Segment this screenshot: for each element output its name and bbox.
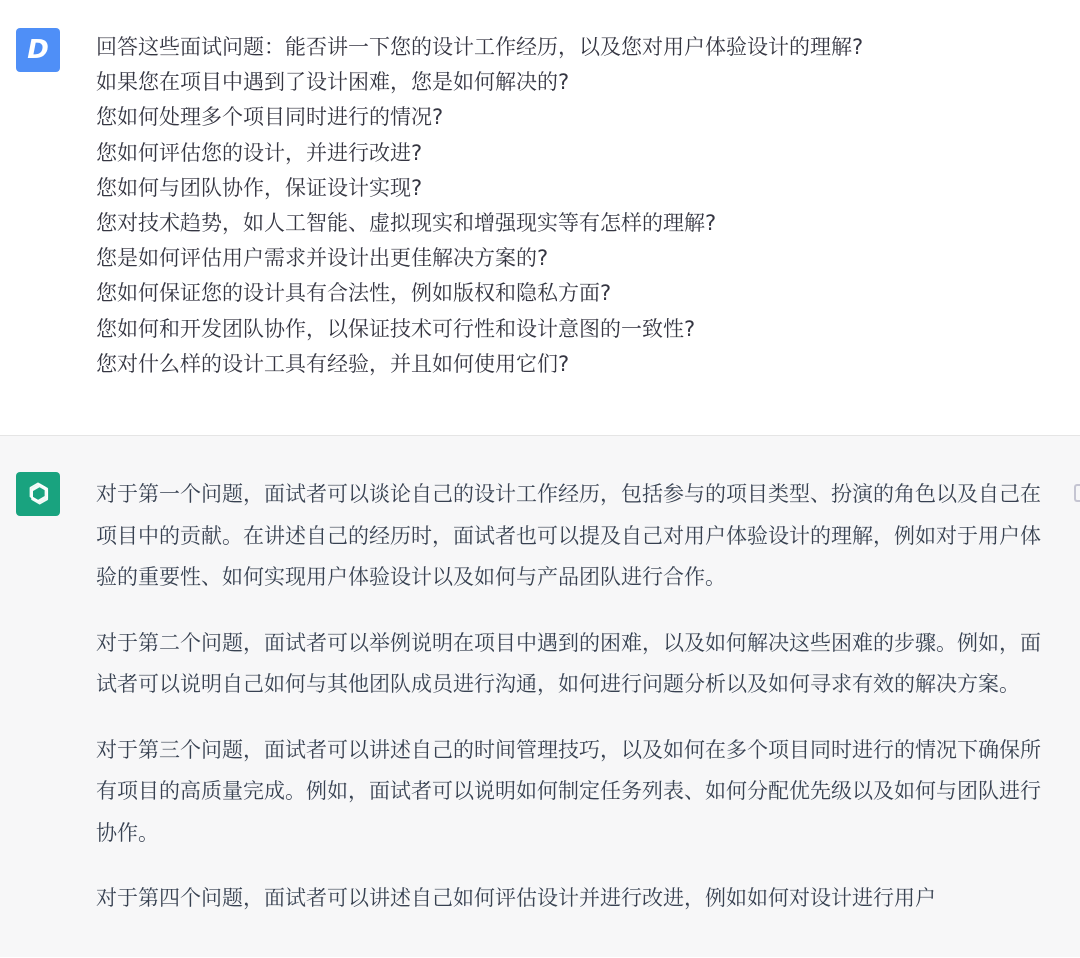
user-message: [0, 0, 1080, 436]
user-line: 您如何评估您的设计，并进行改进?: [96, 140, 423, 165]
user-line: 您对什么样的设计工具有经验，并且如何使用它们?: [96, 351, 570, 376]
user-line: 您如何与团队协作，保证设计实现?: [96, 175, 423, 200]
user-avatar: D: [16, 28, 60, 72]
assistant-message: [0, 436, 1080, 957]
user-line: 您是如何评估用户需求并设计出更佳解决方案的?: [96, 246, 549, 271]
user-line: 您如何和开发团队协作，以保证技术可行性和设计意图的一致性?: [96, 316, 696, 341]
answer-paragraph: 对于第二个问题，面试者可以举例说明在项目中遇到的困难，以及如何解决这些困难的步骤。例如，面试者可以说明自己如何与其他团队成员进行沟通，如何进行问题分析以及如何寻求有效的解决方案。: [96, 630, 1041, 696]
answer-paragraph: 对于第三个问题，面试者可以讲述自己的时间管理技巧，以及如何在多个项目同时进行的情况下确保所有项目的高质量完成。例如，面试者可以说明如何制定任务列表、如何分配优先级以及如何与团队进行协作。: [96, 737, 1041, 845]
answer-paragraph: 对于第四个问题，面试者可以讲述自己如何评估设计并进行改进，例如如何对设计进行用户: [96, 886, 936, 910]
copy-icon[interactable]: [1074, 484, 1080, 502]
user-line: 回答这些面试问题：能否讲一下您的设计工作经历，以及您对用户体验设计的理解?: [96, 35, 864, 59]
user-line: 您如何保证您的设计具有合法性，例如版权和隐私方面?: [96, 281, 612, 306]
openai-logo-icon: [16, 472, 60, 516]
assistant-message-text: [96, 474, 1042, 944]
user-message-text: [96, 30, 1056, 382]
answer-paragraph: 对于第一个问题，面试者可以谈论自己的设计工作经历，包括参与的项目类型、扮演的角色以及自己在项目中的贡献。在讲述自己的经历时，面试者也可以提及自己对用户体验设计的理解，例如对于用户体验的重要性、如何实现用户体验设计以及如何与产品团队进行合作。: [96, 482, 1041, 589]
user-line: 您对技术趋势，如人工智能、虚拟现实和增强现实等有怎样的理解?: [96, 211, 717, 236]
user-line: 您如何处理多个项目同时进行的情况?: [96, 105, 444, 130]
user-line: 如果您在项目中遇到了设计困难，您是如何解决的?: [96, 70, 570, 95]
